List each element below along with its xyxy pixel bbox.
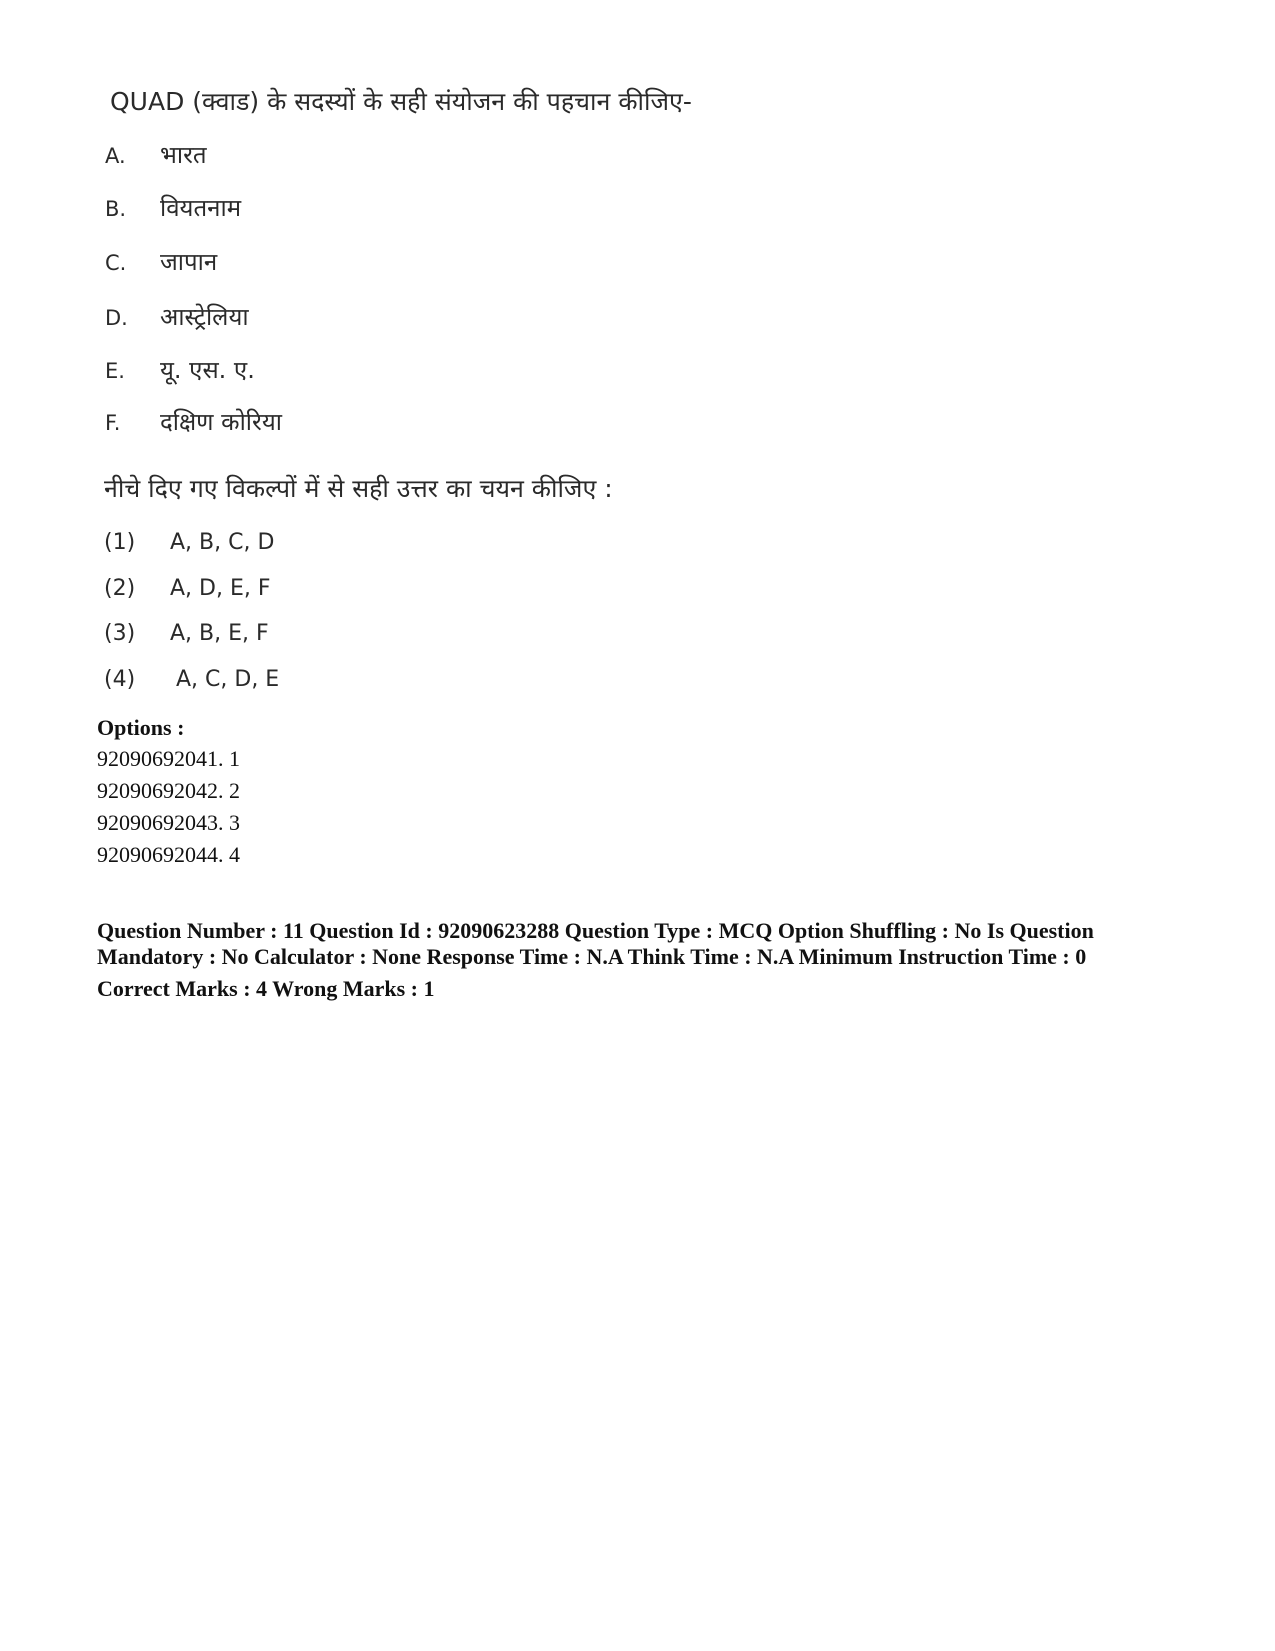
choice-number: (3) [104, 621, 136, 646]
list-item [105, 138, 207, 171]
choice-number: (1) [104, 530, 136, 555]
item-text: जापान [160, 248, 218, 276]
choice-text: A, D, E, F [170, 576, 271, 601]
instruction-text: नीचे दिए गए विकल्पों में से सही उत्तर का चयन कीजिए : [104, 474, 613, 503]
item-letter: E. [105, 359, 125, 383]
choice-number: (2) [104, 576, 136, 601]
choice-text: A, B, E, F [170, 621, 269, 646]
list-item [105, 405, 282, 438]
options-label: Options : [97, 715, 185, 740]
answer-choice [104, 530, 274, 555]
marks-line: Correct Marks : 4 Wrong Marks : 1 [97, 976, 435, 1001]
answer-choice [104, 621, 269, 646]
list-item [105, 300, 249, 333]
item-letter: A. [105, 144, 126, 168]
list-item [105, 353, 255, 386]
item-letter: F. [105, 411, 121, 435]
option-row: 92090692043. 3 [97, 810, 240, 835]
choice-text: A, C, D, E [176, 667, 280, 692]
answer-choice [104, 576, 271, 601]
choice-text: A, B, C, D [170, 530, 275, 555]
list-item [105, 245, 217, 278]
choice-number: (4) [104, 667, 136, 692]
item-letter: C. [105, 251, 127, 275]
item-text: दक्षिण कोरिया [160, 408, 282, 436]
metadata-line: Question Number : 11 Question Id : 92090623288 Question Type : MCQ Option Shuffling : No Is Question Mandatory : No Calculator : None Response Time : N.A Think Time : N.A Minimum Instruction Time : 0 [97, 918, 1094, 969]
options-section [97, 713, 240, 871]
question-title: QUAD (क्वाड) के सदस्यों के सही संयोजन की पहचान कीजिए- [110, 87, 692, 116]
answer-choice [104, 667, 279, 692]
list-item [105, 191, 241, 224]
question-metadata [97, 918, 1197, 1002]
option-row: 92090692042. 2 [97, 778, 240, 803]
item-letter: B. [105, 197, 127, 221]
item-text: यू. एस. ए. [160, 356, 255, 384]
item-letter: D. [105, 306, 128, 330]
option-row: 92090692044. 4 [97, 842, 240, 867]
item-text: वियतनाम [160, 194, 242, 222]
option-row: 92090692041. 1 [97, 746, 240, 771]
item-text: भारत [160, 141, 207, 169]
item-text: आस्ट्रेलिया [160, 303, 249, 331]
